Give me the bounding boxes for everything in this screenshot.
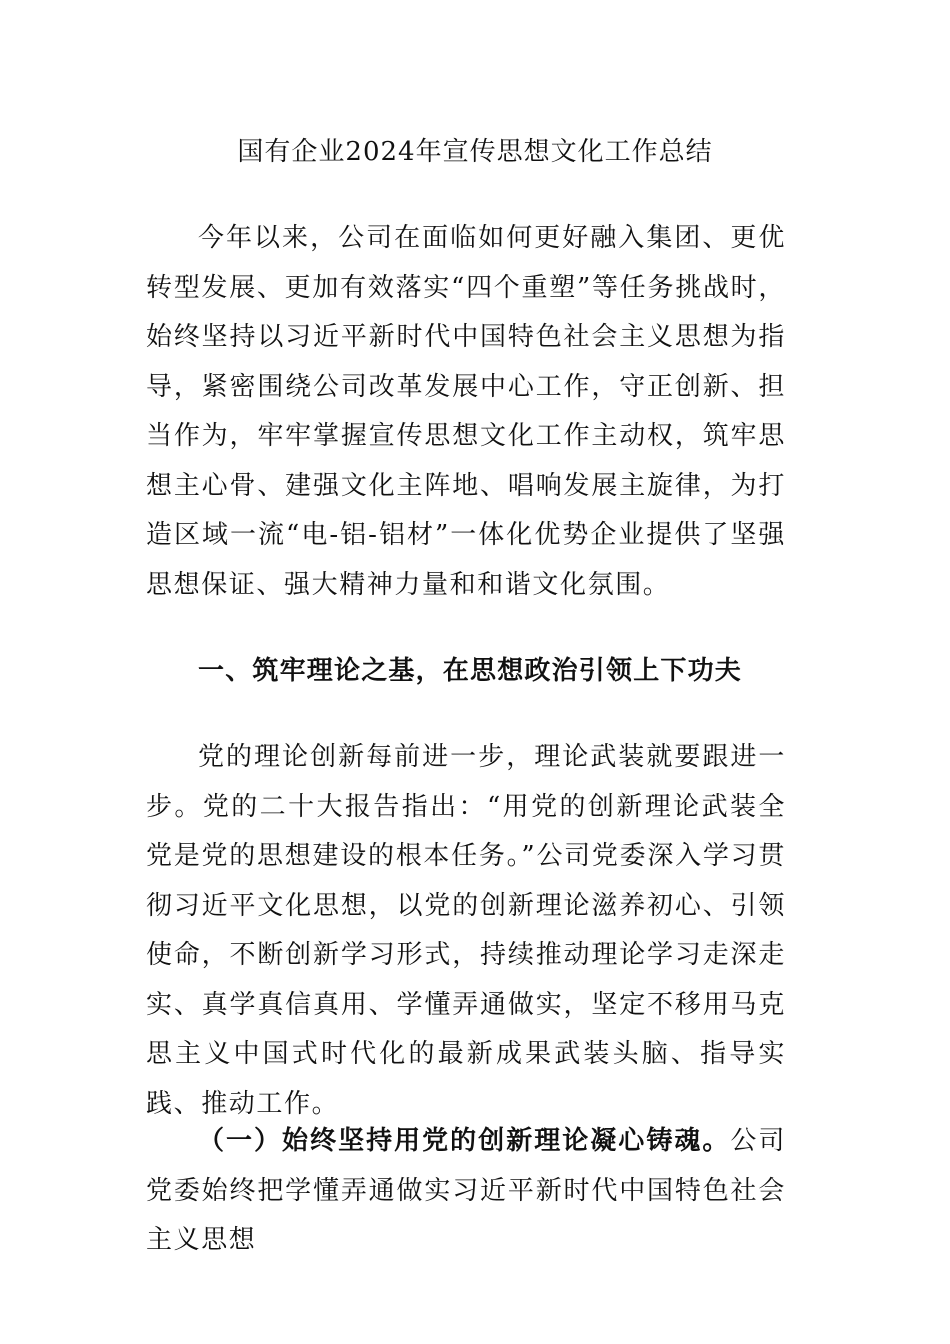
subsection-1-lead: （一）始终坚持用党的创新理论凝心铸魂。	[198, 1126, 731, 1156]
subsection-1-text: 公司党委始终把学懂弄通做实习近平新时代中国特色社会主义思想	[146, 1126, 786, 1255]
document-title: 国有企业2024年宣传思想文化工作总结	[237, 137, 713, 167]
subsection-1-paragraph	[146, 1117, 786, 1266]
section-1-paragraph: 党的理论创新每前进一步，理论武装就要跟进一步。党的二十大报告指出：“用党的创新理论武装全党是党的思想建设的根本任务。”公司党委深入学习贯彻习近平文化思想，以党的创新理论滋养初心、引领使命，不断创新学习形式，持续推动理论学习走深走实、真学真信真用、学懂弄通做实，坚定不移用马克思主义中国式时代化的最新成果武装头脑、指导实践、推动工作。	[146, 742, 786, 1119]
section-heading-1: 一、筑牢理论之基，在思想政治引领上下功夫	[198, 656, 743, 686]
intro-paragraph: 今年以来，公司在面临如何更好融入集团、更优转型发展、更加有效落实“四个重塑”等任务挑战时，始终坚持以习近平新时代中国特色社会主义思想为指导，紧密围绕公司改革发展中心工作，守正创新、担当作为，牢牢掌握宣传思想文化工作主动权，筑牢思想主心骨、建强文化主阵地、唱响发展主旋律，为打造区域一流“电-铝-铝材”一体化优势企业提供了坚强思想保证、强大精神力量和和谐文化氛围。	[146, 223, 786, 600]
